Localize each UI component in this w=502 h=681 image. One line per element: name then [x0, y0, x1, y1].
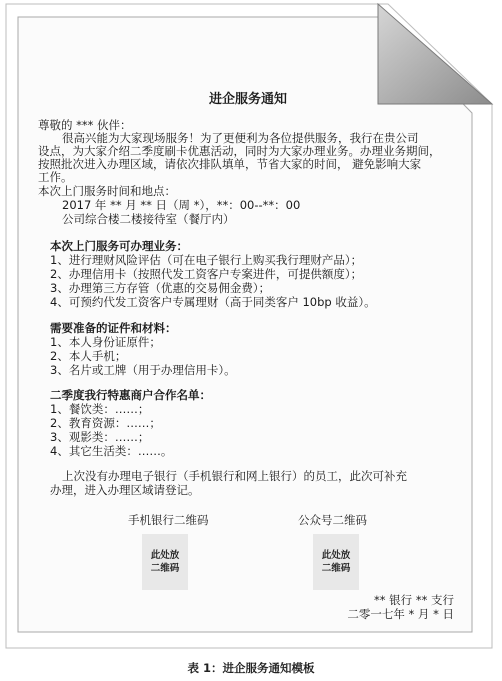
doc-item: 1、本人身份证原件；	[50, 335, 161, 349]
service-item: 1、进行理财风险评估（可在电子银行上购买我行理财产品）；	[50, 253, 363, 267]
intro-line: 很高兴能为大家现场服务！为了更便利为各位提供服务，我行在贵公司	[62, 131, 419, 145]
figure-caption: 表 1：进企服务通知模板	[187, 661, 315, 675]
qr-placeholder-text: 此处放	[150, 550, 180, 561]
intro-line: 工作。	[38, 170, 73, 184]
notice-title: 进企服务通知	[208, 92, 287, 107]
services-heading: 本次上门服务可办理业务：	[50, 239, 188, 253]
merchants-heading: 二季度我行特惠商户合作名单：	[50, 388, 211, 402]
service-location: 公司综合楼二楼接待室（餐厅内）	[62, 212, 235, 226]
service-time: 2017 年 ** 月 ** 日（周 *），**：00--**：00	[62, 198, 301, 212]
merchant-item: 4、其它生活类：……。	[50, 444, 173, 458]
merchant-item: 1、餐饮类：……；	[50, 402, 150, 416]
qr-right-placeholder	[313, 534, 359, 590]
intro-line: 设点，为大家介绍二季度刷卡优惠活动，同时为大家办理业务。办理业务期间，	[38, 144, 441, 158]
signature-date: 二零一七年 * 月 * 日	[347, 607, 454, 621]
qr-placeholder-text: 二维码	[321, 563, 351, 574]
merchant-item: 2、教育资源：……；	[50, 416, 161, 430]
docs-heading: 需要准备的证件和材料：	[50, 321, 177, 335]
greeting: 尊敬的 *** 伙伴：	[38, 118, 132, 132]
qr-left-label: 手机银行二维码	[128, 513, 209, 527]
doc-item: 3、名片或工牌（用于办理信用卡）。	[50, 363, 236, 377]
signature-org: ** 银行 ** 支行	[374, 593, 454, 607]
qr-placeholder-text: 此处放	[321, 550, 351, 561]
service-item: 2、办理信用卡（按照代发工资客户专案进件，可提供额度）；	[50, 267, 363, 281]
doc-item: 2、本人手机；	[50, 349, 127, 363]
qr-placeholder-text: 二维码	[150, 563, 180, 574]
service-item: 3、办理第三方存管（优惠的交易佣金费）；	[50, 281, 271, 295]
qr-left-placeholder	[142, 534, 188, 590]
time-heading: 本次上门服务时间和地点：	[38, 184, 176, 198]
merchant-item: 3、观影类：……；	[50, 430, 150, 444]
closing-line: 办理，进入办理区域请登记。	[50, 483, 200, 497]
qr-right-label: 公众号二维码	[298, 513, 367, 527]
closing-line: 上次没有办理电子银行（手机银行和网上银行）的员工，此次可补充	[62, 469, 407, 483]
service-item: 4、可预约代发工资客户专属理财（高于同类客户 10bp 收益）。	[50, 295, 376, 309]
intro-line: 按照批次进入办理区域，请依次排队填单，节省大家的时间， 避免影响大家	[38, 157, 422, 171]
